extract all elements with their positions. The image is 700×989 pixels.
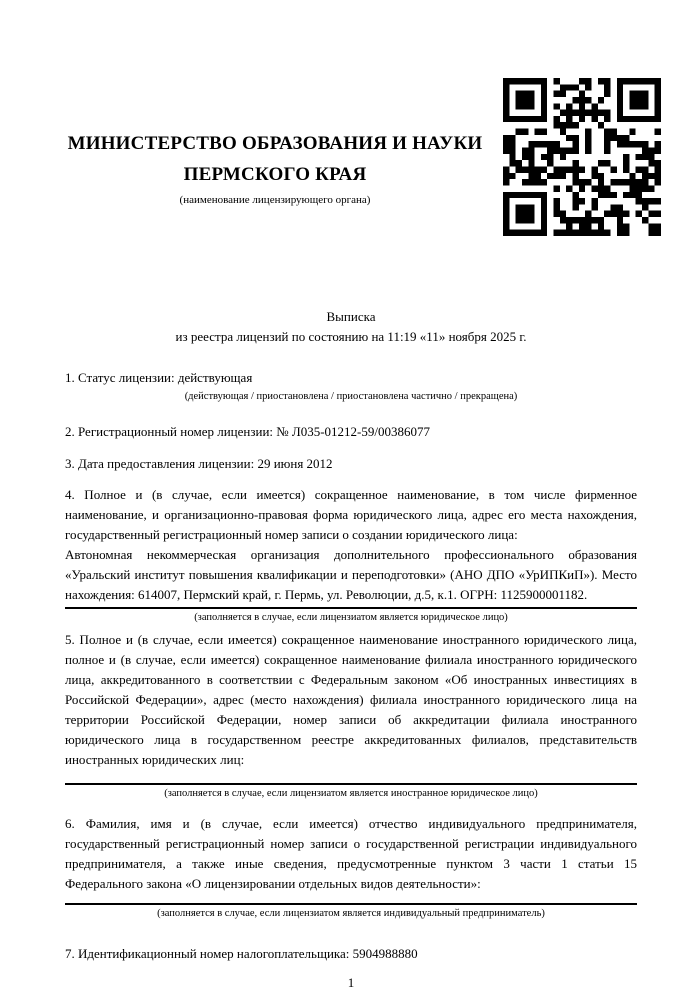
section-license-date bbox=[65, 454, 637, 474]
section-individual-entrepreneur bbox=[65, 814, 637, 920]
qr-code bbox=[503, 77, 661, 237]
section-license-status bbox=[65, 368, 637, 403]
section-registration-number bbox=[65, 422, 637, 442]
page-number: 1 bbox=[347, 975, 355, 989]
legal-entity-prompt: 4. Полное и (в случае, если имеется) сокращенное наименование, в том числе фирменное наименование, и организационно-правовая форма юридического лица, адрес его места нахождения, государственный регистрационный номер записи о создании юридического лица: bbox=[65, 487, 637, 542]
ministry-name-line2: ПЕРМСКОГО КРАЯ bbox=[183, 164, 367, 185]
license-date-text: 3. Дата предоставления лицензии: 29 июня 2012 bbox=[65, 456, 333, 471]
legal-entity-value: Автономная некоммерческая организация дополнительного профессионального образования «Уральский институт повышения квалификации и переподготовки» (АНО ДПО «УрИПКиП»). Место нахождения: 614007, Пермский край, г. Пермь, ул. Революции, д.5, к.1. ОГРН: 1125900001182. bbox=[65, 547, 637, 602]
registration-number-text: 2. Регистрационный номер лицензии: № Л035-01212-59/00386077 bbox=[65, 424, 431, 439]
individual-entrepreneur-prompt: 6. Фамилия, имя и (в случае, если имеется) отчество индивидуального предпринимателя, государственный регистрационный номер записи о государственной регистрации индивидуального предпринимателя, а также иные сведения, предусмотренные пунктом 3 части 1 статьи 15 Федерального закона «О лицензировании отдельных видов деятельности»: bbox=[65, 816, 637, 891]
section-legal-entity bbox=[65, 485, 637, 624]
document-title-line1: Выписка bbox=[326, 309, 376, 324]
ministry-name bbox=[40, 128, 510, 190]
license-status-text: 1. Статус лицензии: действующая bbox=[65, 370, 253, 385]
section-foreign-entity bbox=[65, 630, 637, 800]
foreign-entity-prompt: 5. Полное и (в случае, если имеется) сокращенное наименование иностранного юридического лица, полное и (в случае, если имеется) сокращенное наименование филиала иностранного юридического лица, аккредитованного в соответствии с Федеральным законом «Об иностранных инвестициях в Российской Федерации», адрес (место нахождения) филиала иностранного юридического лица на территории Российской Федерации, номер записи об аккредитации филиала иностранного юридического лица в государственном реестре аккредитованных филиалов, представительств иностранных юридических лиц: bbox=[65, 632, 637, 767]
legal-entity-caption: (заполняется в случае, если лицензиатом является юридическое лицо) bbox=[194, 612, 508, 623]
document-body bbox=[65, 307, 637, 989]
fill-line bbox=[65, 903, 637, 905]
taxpayer-number-text: 7. Идентификационный номер налогоплательщика: 5904988880 bbox=[65, 946, 418, 961]
document-title-line2: из реестра лицензий по состоянию на 11:19 «11» ноября 2025 г. bbox=[175, 329, 527, 344]
document-footer bbox=[65, 974, 637, 989]
licensing-authority-block bbox=[40, 128, 510, 207]
document-header bbox=[0, 0, 700, 250]
ministry-caption: (наименование лицензирующего органа) bbox=[179, 194, 371, 206]
document-title bbox=[65, 307, 637, 347]
license-status-caption: (действующая / приостановлена / приостановлена частично / прекращена) bbox=[184, 391, 518, 402]
fill-line bbox=[65, 783, 637, 785]
foreign-entity-caption: (заполняется в случае, если лицензиатом является иностранное юридическое лицо) bbox=[164, 788, 538, 799]
section-taxpayer-number bbox=[65, 944, 637, 964]
ministry-name-line1: МИНИСТЕРСТВО ОБРАЗОВАНИЯ И НАУКИ bbox=[67, 133, 483, 154]
fill-line bbox=[65, 607, 637, 609]
individual-entrepreneur-caption: (заполняется в случае, если лицензиатом является индивидуальный предприниматель) bbox=[157, 908, 545, 919]
